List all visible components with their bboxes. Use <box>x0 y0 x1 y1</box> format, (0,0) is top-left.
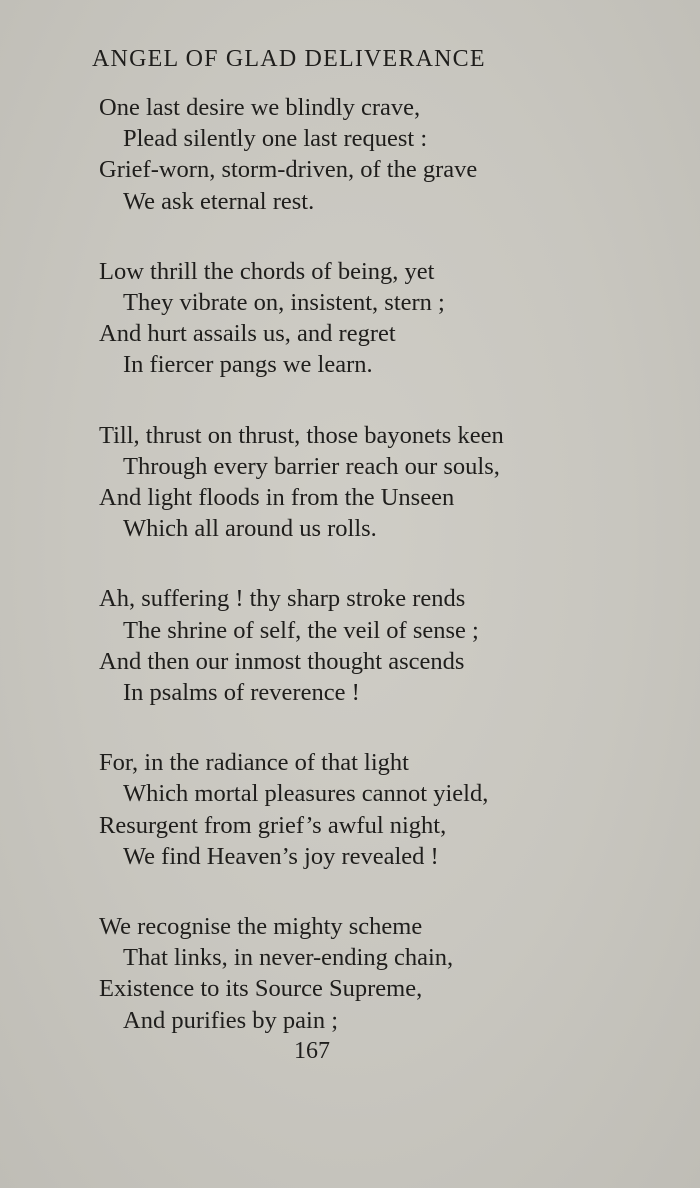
stanza-5 <box>99 747 669 872</box>
running-head: ANGEL OF GLAD DELIVERANCE <box>92 46 486 72</box>
poem-line: And then our inmost thought ascends <box>99 647 465 675</box>
poem-line: In fiercer pangs we learn. <box>123 351 373 379</box>
poem-line: And hurt assails us, and regret <box>99 320 396 348</box>
poem <box>99 92 669 1075</box>
poem-line: The shrine of self, the veil of sense ; <box>123 616 479 644</box>
poem-line: In psalms of reverence ! <box>123 679 360 707</box>
poem-line: Grief-worn, storm-driven, of the grave <box>99 156 478 184</box>
poem-line: One last desire we blindly crave, <box>99 94 421 121</box>
poem-line: For, in the radiance of that light <box>99 749 409 777</box>
poem-line: And purifies by pain ; <box>123 1006 339 1034</box>
stanza-1 <box>99 92 669 217</box>
stanza-6 <box>99 911 669 1036</box>
poem-line: Low thrill the chords of being, yet <box>99 257 435 285</box>
poem-line: Ah, suffering ! thy sharp stroke rends <box>99 585 466 613</box>
stanza-2 <box>99 256 669 381</box>
stanza-4 <box>99 583 669 708</box>
poem-line: We ask eternal rest. <box>123 187 315 215</box>
poem-line: Till, thrust on thrust, those bayonets keen <box>99 421 504 449</box>
poem-line: And light floods in from the Unseen <box>99 484 455 512</box>
poem-line: They vibrate on, insistent, stern ; <box>123 289 445 317</box>
poem-line: Resurgent from grief’s awful night, <box>99 811 447 839</box>
poem-line: Which all around us rolls. <box>123 515 377 543</box>
stanza-3 <box>99 420 669 545</box>
poem-line: We find Heaven’s joy revealed ! <box>123 842 439 870</box>
poem-line: We recognise the mighty scheme <box>99 913 423 941</box>
poem-line: That links, in never-ending chain, <box>123 944 454 972</box>
poem-line: Which mortal pleasures cannot yield, <box>123 780 489 808</box>
poem-line: Through every barrier reach our souls, <box>123 452 500 480</box>
poem-line: Plead silently one last request : <box>123 125 428 153</box>
page-number: 167 <box>294 1038 330 1064</box>
poem-line: Existence to its Source Supreme, <box>99 975 423 1003</box>
